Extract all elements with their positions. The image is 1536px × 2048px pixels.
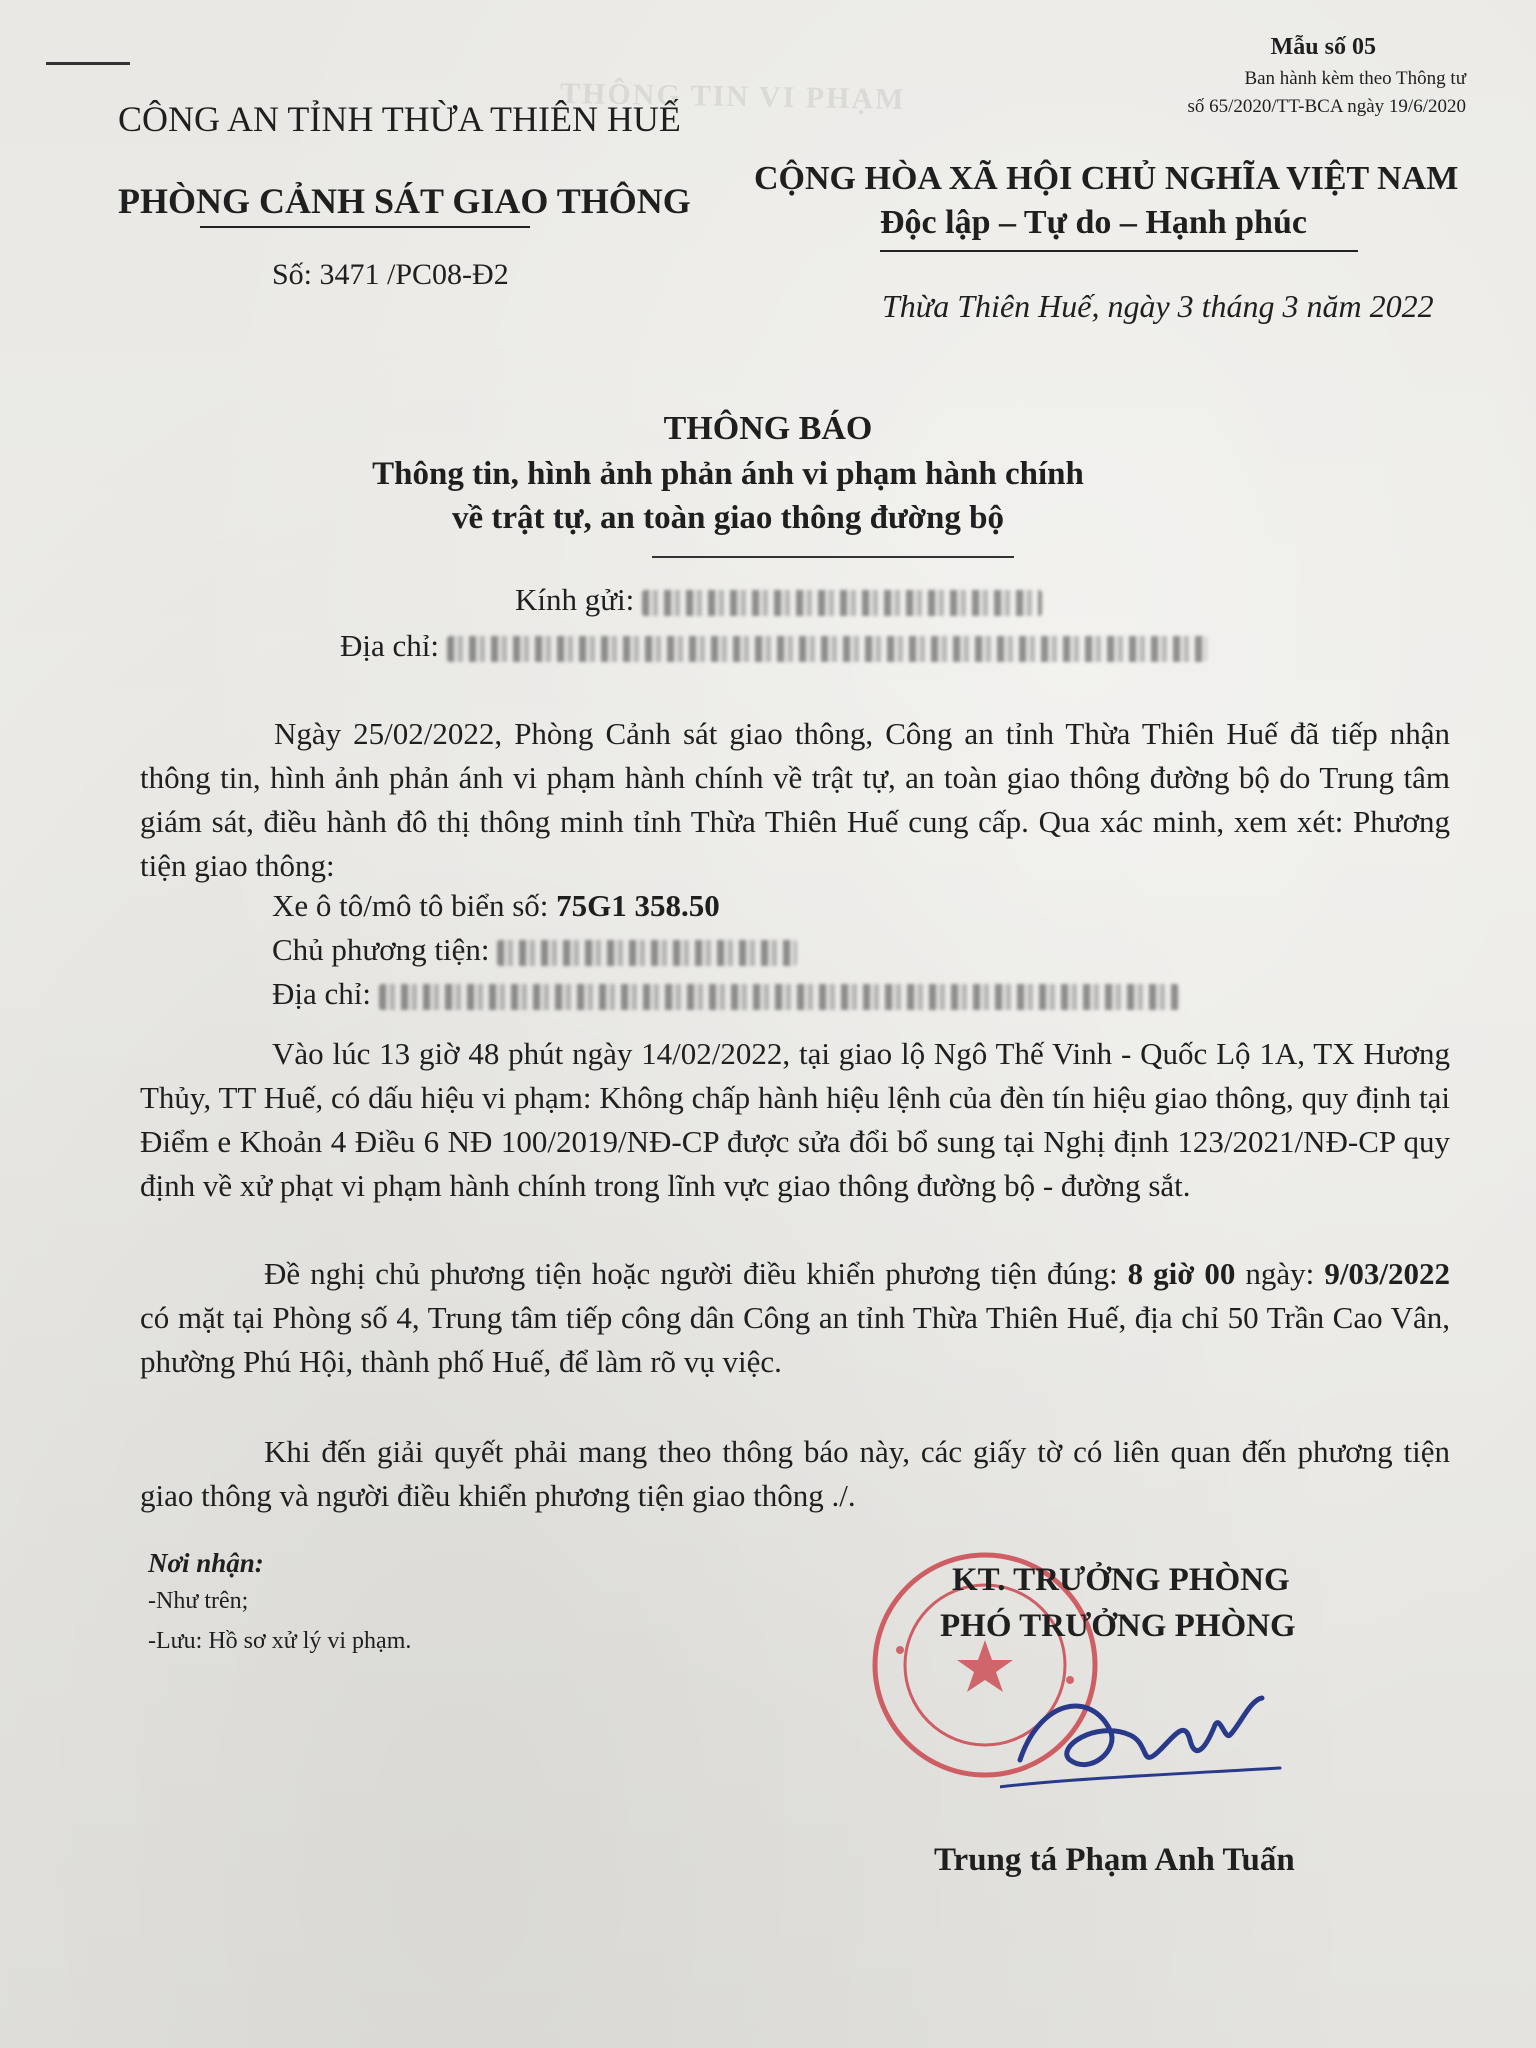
paragraph-received-text: Ngày 25/02/2022, Phòng Cảnh sát giao thông, Công an tỉnh Thừa Thiên Huế đã tiếp nhận thông tin, hình ảnh phản ánh vi phạm hành chính về trật tự, an toàn giao thông đường bộ do Trung tâm giám sát, điều hành đô thị thông minh tỉnh Thừa Thiên Huế cung cấp. Qua xác minh, xem xét: Phương tiện giao thông:	[140, 716, 1450, 883]
request-text-a: Đề nghị chủ phương tiện hoặc người điều khiển phương tiện đúng:	[264, 1256, 1118, 1291]
document-number: Số: 3471 /PC08-Đ2	[272, 258, 509, 291]
signature-title-2: PHÓ TRƯỞNG PHÒNG	[940, 1608, 1296, 1644]
handwritten-signature	[1000, 1680, 1300, 1800]
document-title: THÔNG BÁO	[663, 410, 873, 447]
document-subtitle-2: về trật tự, an toàn giao thông đường bộ	[451, 500, 1004, 536]
bring-documents-text: Khi đến giải quyết phải mang theo thông báo này, các giấy tờ có liên quan đến phương tiện giao thông và người điều khiển phương tiện giao thông ./.	[140, 1434, 1450, 1513]
paragraph-violation	[140, 1032, 1450, 1208]
department-underline	[200, 226, 530, 228]
recipient-address-line	[340, 628, 1207, 664]
appointment-date: 9/03/2022	[1324, 1256, 1451, 1291]
redacted-recipient-name	[642, 590, 1042, 616]
title-underline	[652, 556, 1014, 558]
redacted-recipient-address	[447, 636, 1207, 662]
national-motto: Độc lập – Tự do – Hạnh phúc	[880, 204, 1307, 241]
recipient-item: -Như trên;	[148, 1588, 249, 1614]
form-issued-line-1: Ban hành kèm theo Thông tư	[1244, 68, 1466, 89]
paragraph-received	[140, 712, 1450, 888]
recipient-item: -Lưu: Hồ sơ xử lý vi phạm.	[148, 1628, 412, 1654]
document-subtitle-1: Thông tin, hình ảnh phản ánh vi phạm hành chính	[372, 456, 1084, 492]
request-text-b: ngày:	[1245, 1256, 1315, 1291]
plate-label: Xe ô tô/mô tô biển số:	[272, 888, 549, 923]
owner-line	[272, 932, 797, 968]
redacted-owner-address	[379, 984, 1179, 1010]
recipient-address-label: Địa chỉ:	[340, 628, 439, 663]
form-number: Mẫu số 05	[1270, 34, 1376, 60]
place-date: Thừa Thiên Huế, ngày 3 tháng 3 năm 2022	[882, 288, 1434, 324]
request-text-c: có mặt tại Phòng số 4, Trung tâm tiếp công dân Công an tỉnh Thừa Thiên Huế, địa chỉ 50 Trần Cao Vân, phường Phú Hội, thành phố Huế, để làm rõ vụ việc.	[140, 1300, 1450, 1379]
motto-underline	[880, 250, 1358, 252]
owner-label: Chủ phương tiện:	[272, 932, 490, 967]
recipient-line	[515, 582, 1042, 618]
nation-title: CỘNG HÒA XÃ HỘI CHỦ NGHĨA VIỆT NAM	[754, 160, 1459, 197]
plate-number: 75G1 358.50	[556, 888, 720, 923]
redacted-owner-name	[497, 940, 797, 966]
recipient-label: Kính gửi:	[515, 582, 635, 617]
paragraph-bring-documents	[140, 1430, 1450, 1518]
signature-title-1: KT. TRƯỞNG PHÒNG	[952, 1562, 1290, 1598]
owner-address-label: Địa chỉ:	[272, 976, 371, 1011]
plate-line	[272, 888, 720, 924]
recipients-heading: Nơi nhận:	[148, 1548, 264, 1578]
appointment-time: 8 giờ 00	[1127, 1256, 1236, 1291]
owner-address-line	[272, 976, 1179, 1012]
bleed-through-text: THÔNG TIN VI PHẠM	[559, 76, 906, 117]
department-name: PHÒNG CẢNH SÁT GIAO THÔNG	[118, 181, 691, 221]
signer-name: Trung tá Phạm Anh Tuấn	[934, 1842, 1295, 1878]
paragraph-request	[140, 1252, 1450, 1384]
top-dash	[46, 62, 130, 65]
agency-name: CÔNG AN TỈNH THỪA THIÊN HUẾ	[118, 99, 681, 139]
form-issued-line-2: số 65/2020/TT-BCA ngày 19/6/2020	[1187, 96, 1466, 117]
paragraph-violation-text: Vào lúc 13 giờ 48 phút ngày 14/02/2022, tại giao lộ Ngô Thế Vinh - Quốc Lộ 1A, TX Hương Thủy, TT Huế, có dấu hiệu vi phạm: Không chấp hành hiệu lệnh của đèn tín hiệu giao thông, quy định tại Điểm e Khoản 4 Điều 6 NĐ 100/2019/NĐ-CP được sửa đổi bổ sung tại Nghị định 123/2021/NĐ-CP quy định về xử phạt vi phạm hành chính trong lĩnh vực giao thông đường bộ - đường sắt.	[140, 1036, 1450, 1203]
